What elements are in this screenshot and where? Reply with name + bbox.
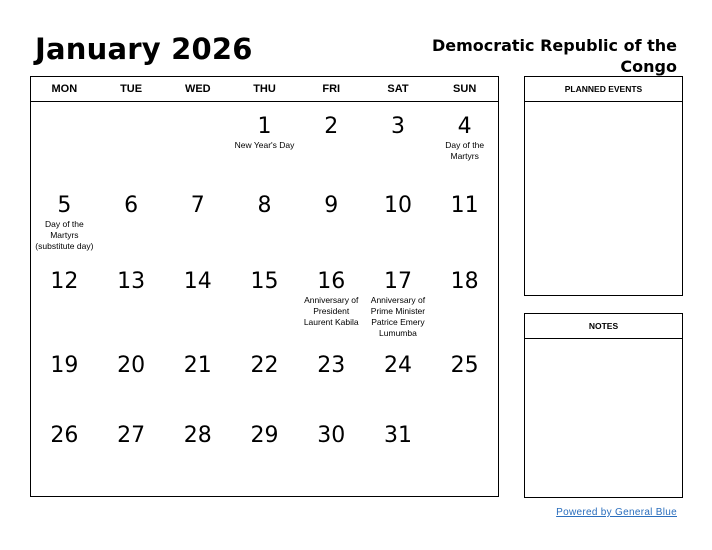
day-number: 12 [50, 269, 79, 294]
day-number: 28 [183, 423, 212, 448]
day-number: 7 [190, 193, 205, 218]
country-name: Democratic Republic of the Congo [431, 36, 677, 76]
day-cell [98, 256, 165, 340]
day-number: 15 [250, 269, 279, 294]
day-cell [231, 340, 298, 410]
holiday-label: Anniversary of President Laurent Kabila [303, 295, 359, 327]
day-number [31, 101, 98, 115]
day-cell [298, 340, 365, 410]
calendar-week [31, 180, 498, 256]
day-cell [365, 101, 432, 180]
day-cell [365, 410, 432, 498]
weekday-label: TUE [120, 83, 143, 95]
calendar-week [31, 101, 498, 180]
calendar-grid [30, 76, 499, 497]
holiday-label: Day of the Martyrs [445, 140, 485, 161]
day-cell [31, 410, 98, 498]
holiday-label: Day of the Martyrs (substitute day) [35, 219, 94, 251]
day-cell [365, 340, 432, 410]
day-cell [231, 256, 298, 340]
day-number: 13 [117, 269, 146, 294]
day-number: 27 [117, 423, 146, 448]
holiday-label: New Year's Day [234, 140, 295, 150]
day-number: 10 [383, 193, 412, 218]
day-number: 18 [450, 269, 479, 294]
day-cell [98, 410, 165, 498]
day-cell [98, 340, 165, 410]
day-number: 30 [317, 423, 346, 448]
day-cell [31, 101, 98, 180]
day-cell [31, 256, 98, 340]
weekday-header-row [31, 77, 498, 102]
day-cell [298, 101, 365, 180]
day-cell [431, 180, 498, 256]
day-number: 21 [183, 353, 212, 378]
day-number: 6 [124, 193, 139, 218]
day-number [431, 410, 498, 424]
weekday-label: THU [253, 83, 276, 95]
day-number: 22 [250, 353, 279, 378]
day-cell [231, 101, 298, 180]
day-number: 5 [57, 193, 72, 218]
day-number: 9 [324, 193, 339, 218]
day-number: 1 [257, 114, 272, 139]
day-cell [365, 256, 432, 340]
day-number: 8 [257, 193, 272, 218]
day-cell [431, 101, 498, 180]
weekday-label: SAT [387, 83, 409, 95]
day-cell [231, 410, 298, 498]
day-cell [431, 410, 498, 498]
day-number: 14 [183, 269, 212, 294]
weekday-label: WED [184, 83, 211, 95]
day-cell [365, 180, 432, 256]
day-number: 25 [450, 353, 479, 378]
day-number: 17 [383, 269, 412, 294]
day-number: 23 [317, 353, 346, 378]
planned-events-panel [524, 76, 683, 296]
day-cell [31, 180, 98, 256]
day-cell [431, 256, 498, 340]
planned-events-heading: PLANNED EVENTS [525, 77, 682, 102]
day-number: 20 [117, 353, 146, 378]
calendar-weeks [31, 101, 498, 498]
day-cell [298, 256, 365, 340]
day-number: 2 [324, 114, 339, 139]
day-number [98, 101, 165, 115]
day-cell [431, 340, 498, 410]
calendar-week [31, 340, 498, 410]
notes-panel [524, 313, 683, 498]
day-number [164, 101, 231, 115]
day-number: 16 [317, 269, 346, 294]
calendar-week [31, 410, 498, 498]
weekday-label: MON [51, 83, 78, 95]
day-cell [298, 410, 365, 498]
day-cell [164, 340, 231, 410]
day-number: 19 [50, 353, 79, 378]
day-cell [98, 101, 165, 180]
day-number: 4 [457, 114, 472, 139]
powered-by-link[interactable]: Powered by General Blue [556, 507, 677, 518]
weekday-label: SUN [453, 83, 477, 95]
calendar-week [31, 256, 498, 340]
day-number: 31 [383, 423, 412, 448]
day-number: 3 [390, 114, 405, 139]
day-number: 11 [450, 193, 479, 218]
notes-heading: NOTES [525, 314, 682, 339]
day-number: 24 [383, 353, 412, 378]
month-title: January 2026 [35, 32, 253, 66]
day-cell [31, 340, 98, 410]
day-number: 26 [50, 423, 79, 448]
day-cell [98, 180, 165, 256]
holiday-label: Anniversary of Prime Minister Patrice Emery Lumumba [370, 295, 426, 338]
day-cell [164, 256, 231, 340]
day-number: 29 [250, 423, 279, 448]
day-cell [231, 180, 298, 256]
day-cell [164, 180, 231, 256]
day-cell [298, 180, 365, 256]
weekday-label: FRI [322, 83, 341, 95]
day-cell [164, 410, 231, 498]
day-cell [164, 101, 231, 180]
